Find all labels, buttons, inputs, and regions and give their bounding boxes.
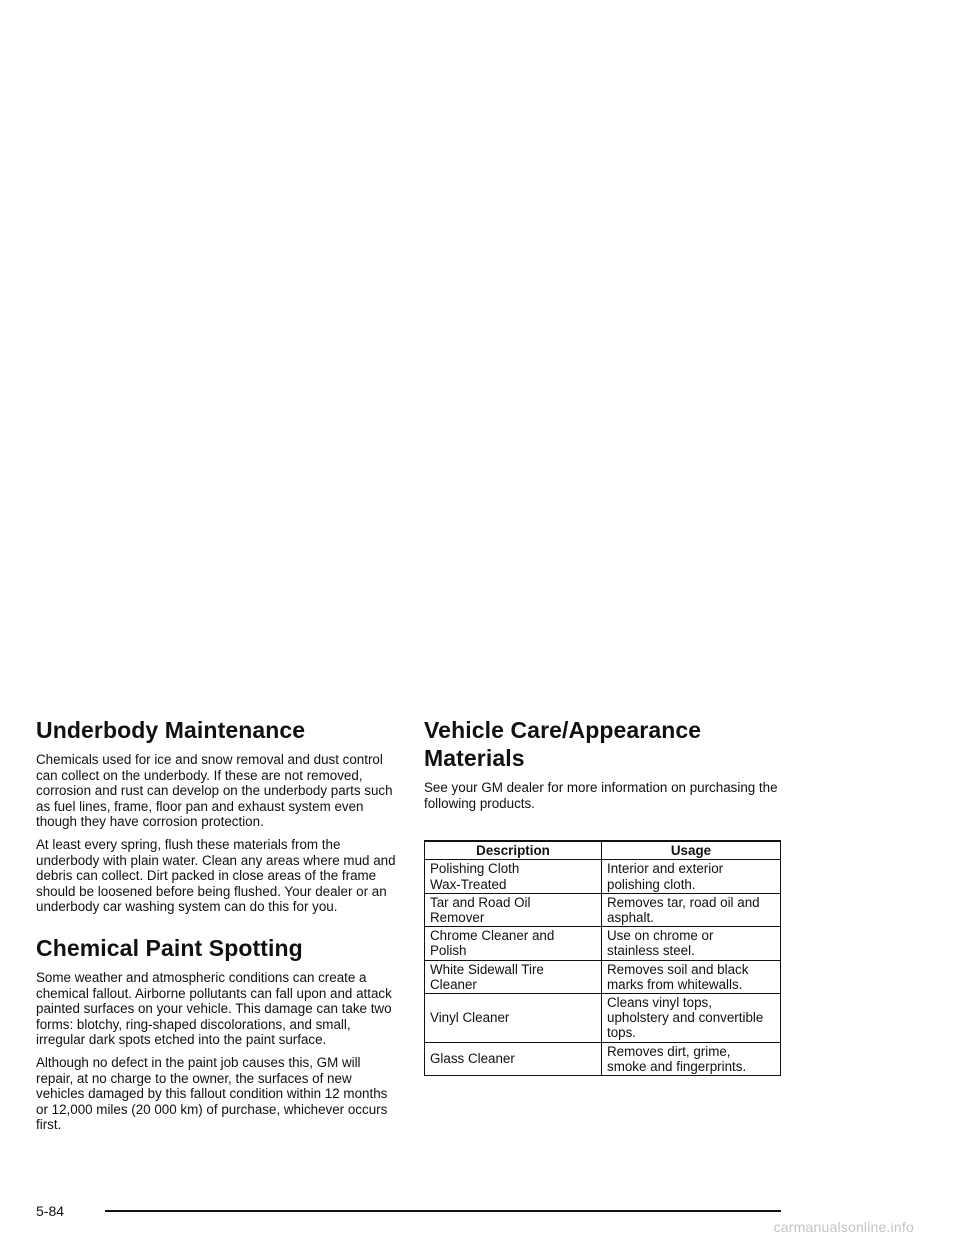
table-row	[425, 1042, 781, 1075]
left-column	[36, 716, 398, 1140]
table-row	[425, 927, 781, 960]
right-column	[424, 716, 784, 1076]
column-header-usage: Usage	[602, 841, 781, 860]
table-cell-usage: Removes soil and black marks from whitewalls.	[602, 960, 781, 993]
watermark-text: carmanualsonline.info	[773, 1219, 914, 1235]
paint-paragraph-1: Some weather and atmospheric conditions can create a chemical fallout. Airborne pollutants can fall upon and attack painted surfaces on your vehicle. This damage can take two forms: blotchy, ring-shaped discolorations, and small, irregular dark spots etched into the paint surface.	[36, 969, 392, 1048]
paint-paragraph-2: Although no defect in the paint job causes this, GM will repair, at no charge to the owner, the surfaces of new vehicles damaged by this fallout condition within 12 months or 12,000 miles (20 000 km) of purchase, whichever occurs first.	[36, 1054, 388, 1133]
chemical-paint-spotting-heading: Chemical Paint Spotting	[36, 934, 303, 961]
table-row	[425, 860, 781, 893]
table-cell-description: Polishing Cloth Wax-Treated	[425, 860, 602, 893]
table-cell-usage: Removes dirt, grime, smoke and fingerprints.	[602, 1042, 781, 1075]
table-cell-description: Glass Cleaner	[425, 1042, 602, 1075]
table-cell-usage: Use on chrome or stainless steel.	[602, 927, 781, 960]
vehicle-care-materials-heading: Vehicle Care/Appearance Materials	[424, 717, 702, 771]
table-cell-description: Tar and Road Oil Remover	[425, 893, 602, 926]
underbody-paragraph-1: Chemicals used for ice and snow removal and dust control can collect on the underbody. If these are not removed, corrosion and rust can develop on the underbody parts such as fuel lines, frame, floor pan and exhaust system even though they have corrosion protection.	[36, 752, 393, 830]
table-cell-usage: Removes tar, road oil and asphalt.	[602, 893, 781, 926]
table-cell-description: White Sidewall Tire Cleaner	[425, 960, 602, 993]
table-cell-description: Vinyl Cleaner	[425, 994, 602, 1043]
table-row	[425, 994, 781, 1043]
materials-intro: See your GM dealer for more information on purchasing the following products.	[424, 780, 778, 811]
footer-divider	[105, 1210, 781, 1212]
column-header-description: Description	[425, 841, 602, 860]
page-number: 5-84	[36, 1203, 65, 1219]
materials-table	[424, 840, 781, 1076]
table-cell-description: Chrome Cleaner and Polish	[425, 927, 602, 960]
underbody-paragraph-2: At least every spring, flush these materials from the underbody with plain water. Clean any areas where mud and debris can collect. Dirt packed in close areas of the frame should be loosened before being flushed. Your dealer or an underbody car washing system can do this for you.	[36, 836, 396, 915]
table-header-row	[425, 841, 781, 860]
table-cell-usage: Interior and exterior polishing cloth.	[602, 860, 781, 893]
table-cell-usage: Cleans vinyl tops, upholstery and convertible tops.	[602, 994, 781, 1043]
table-row	[425, 960, 781, 993]
underbody-maintenance-heading: Underbody Maintenance	[36, 717, 306, 743]
table-row	[425, 893, 781, 926]
